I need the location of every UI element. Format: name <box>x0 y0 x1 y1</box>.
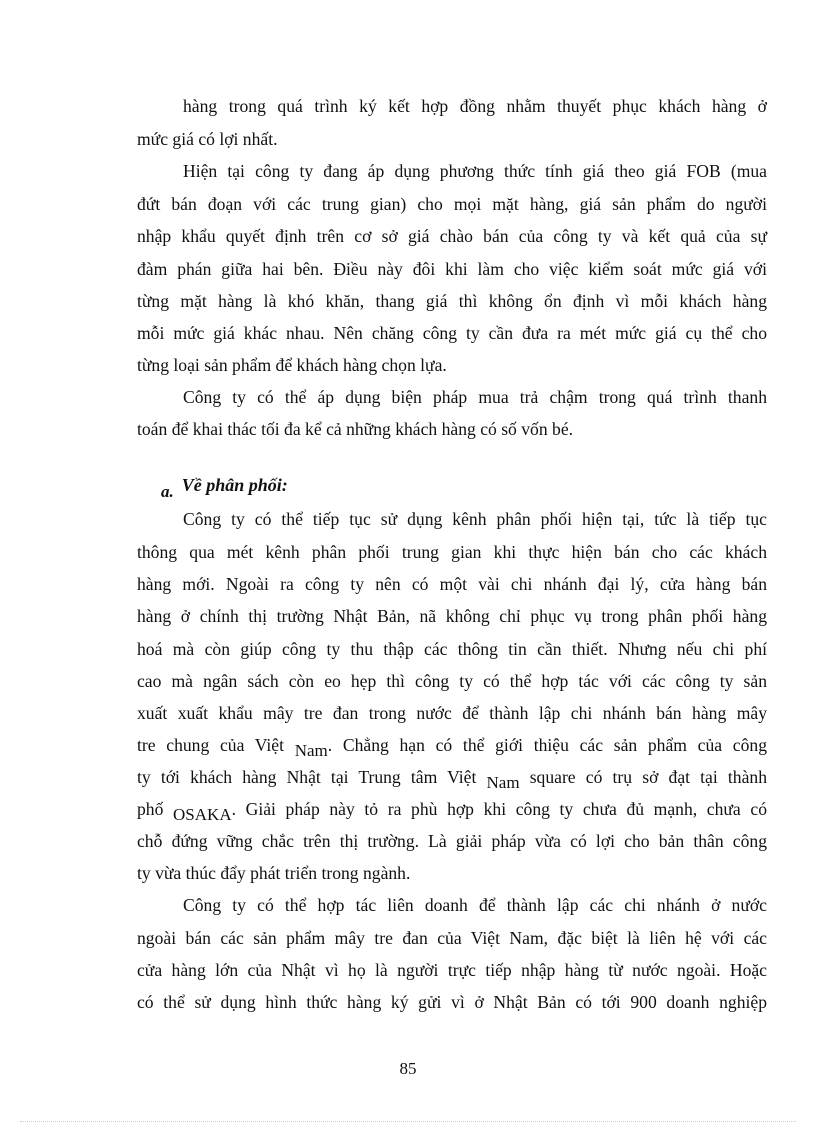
body-text-line: có thể sử dụng hình thức hàng ký gửi vì ở Nhật Bản có tới 900 doanh nghiệp <box>137 992 767 1012</box>
page-bottom-divider <box>20 1121 796 1122</box>
body-text-line <box>137 798 767 824</box>
text-run: . Giải pháp này tỏ ra phù hợp khi công ty chưa đủ mạnh, chưa có <box>231 799 767 819</box>
body-text-line: ty vừa thúc đẩy phát triển trong ngành. <box>137 863 411 883</box>
body-text-line: Công ty có thể hợp tác liên doanh để thành lập các chi nhánh ở nước <box>183 895 767 915</box>
text-run: phố <box>137 799 174 819</box>
section-heading-title: Về phân phối: <box>181 475 288 495</box>
section-heading <box>161 473 288 501</box>
body-text-line <box>137 734 768 760</box>
body-text-line: Hiện tại công ty đang áp dụng phương thức tính giá theo giá FOB (mua <box>183 161 767 181</box>
text-run: square có trụ sở đạt tại thành <box>519 767 767 787</box>
body-text-line: ngoài bán các sản phẩm mây tre đan của Việt Nam, đặc biệt là liên hệ với các <box>137 928 767 948</box>
text-run: tre chung của Việt <box>137 735 295 755</box>
body-text-line: hàng trong quá trình ký kết hợp đồng nhằm thuyết phục khách hàng ở <box>183 96 767 116</box>
body-text-line: từng mặt hàng là khó khăn, thang giá thì không ổn định vì mỗi khách hàng <box>137 291 767 311</box>
text-run: . Chẳng hạn có thể giới thiệu các sản phẩm của công <box>327 735 768 755</box>
body-text-line: mức giá có lợi nhất. <box>137 129 278 149</box>
body-text-line: từng loại sản phẩm để khách hàng chọn lựa. <box>137 355 447 375</box>
body-text-line: thông qua mét kênh phân phối trung gian khi thực hiện bán cho các khách <box>137 542 767 562</box>
body-text-line: cửa hàng lớn của Nhật vì họ là người trực tiếp nhập hàng từ nước ngoài. Hoặc <box>137 960 767 980</box>
body-text-line: xuất xuất khẩu mây tre đan trong nước để thành lập chi nhánh bán hàng mây <box>137 703 767 723</box>
body-text-line: hoá mà còn giúp công ty thu thập các thông tin cần thiết. Nhưng nếu chi phí <box>137 639 767 659</box>
body-text-line: chỗ đứng vững chắc trên thị trường. Là giải pháp vừa có lợi cho bản thân công <box>137 831 767 851</box>
body-text-line: hàng mới. Ngoài ra công ty nên có một vài chi nhánh đại lý, cửa hàng bán <box>137 574 767 594</box>
body-text-line: Công ty có thể áp dụng biện pháp mua trả chậm trong quá trình thanh <box>183 387 767 407</box>
body-text-line: toán để khai thác tối đa kể cả những khách hàng có số vốn bé. <box>137 419 574 439</box>
section-heading-marker: a. <box>161 482 174 501</box>
subscript-text: Nam <box>486 773 520 792</box>
body-text-line: Công ty có thể tiếp tục sử dụng kênh phân phối hiện tại, tức là tiếp tục <box>183 509 767 529</box>
body-text-line: cao mà ngân sách còn eo hẹp thì công ty có thể hợp tác với các công ty sản <box>137 671 767 691</box>
page-number: 85 <box>399 1059 417 1078</box>
body-text-line: nhập khẩu quyết định trên cơ sở giá chào bán của công ty và kết quả của sự <box>137 226 767 246</box>
body-text-line <box>137 766 767 792</box>
body-text-line: mỗi mức giá khác nhau. Nên chăng công ty cần đưa ra mét mức giá cụ thể cho <box>137 323 767 343</box>
text-run: ty tới khách hàng Nhật tại Trung tâm Việt <box>137 767 487 787</box>
subscript-text: Nam <box>294 741 328 760</box>
subscript-text: OSAKA <box>173 805 232 824</box>
body-text-line: đứt bán đoạn với các trung gian) cho mọi mặt hàng, giá sản phẩm do người <box>137 194 767 214</box>
body-text-line: đàm phán giữa hai bên. Điều này đôi khi làm cho việc kiểm soát mức giá với <box>137 259 767 279</box>
body-text-line: hàng ở chính thị trường Nhật Bản, nã không chỉ phục vụ trong phân phối hàng <box>137 606 767 626</box>
